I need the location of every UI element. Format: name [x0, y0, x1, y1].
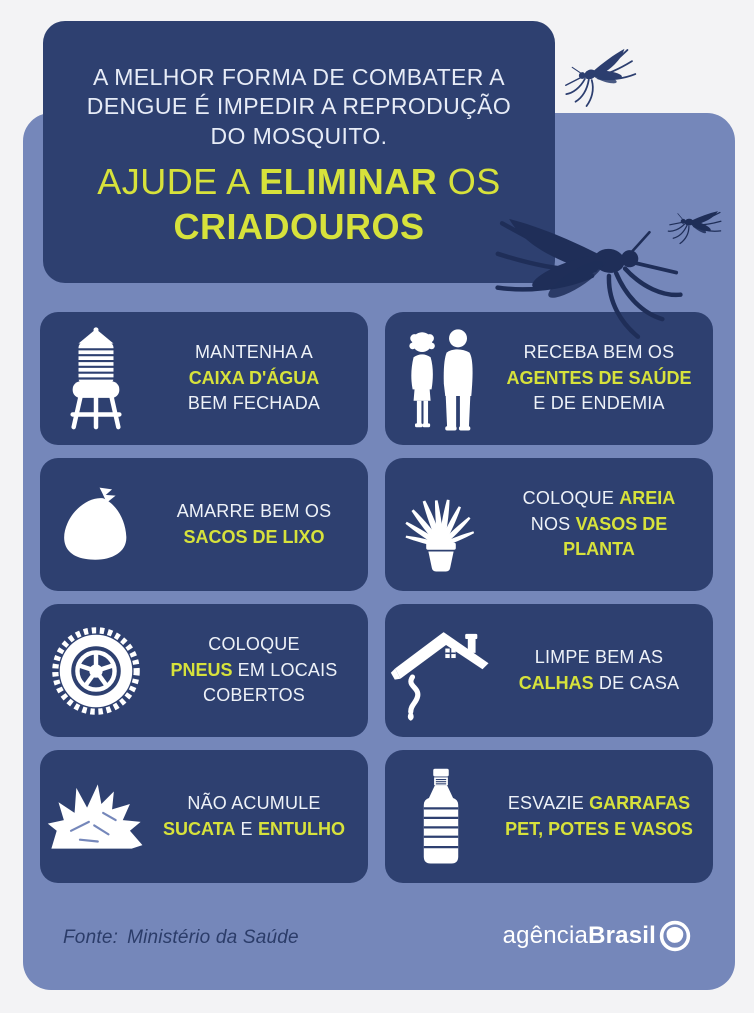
tip-card-caixa-dagua [40, 312, 368, 445]
tip-text: COLOQUE PNEUS EM LOCAIS COBERTOS [170, 634, 338, 706]
headline-text: AJUDE A ELIMINAR OS CRIADOUROS [97, 161, 501, 247]
tip-card-sucata-entulho [40, 750, 368, 883]
brand-text-bold: Brasil [588, 922, 656, 949]
brand-text-normal: agência [502, 922, 589, 949]
intro-text: A MELHOR FORMA DE COMBATER A DENGUE É IMPEDIR A REPRODUÇÃO DO MOSQUITO. [86, 63, 512, 150]
tip-card-pneus [40, 604, 368, 737]
tip-text: RECEBA BEM OS AGENTES DE SAÚDE E DE ENDEMIA [506, 342, 692, 414]
tip-text: COLOQUE AREIA NOS VASOS DE PLANTA [522, 488, 676, 560]
trash-bag-icon [40, 484, 152, 566]
source-label: Fonte: [63, 927, 119, 948]
mosquito-icon [559, 39, 655, 117]
mosquito-icon [665, 200, 735, 256]
plant-pot-icon [385, 474, 497, 575]
tip-text: LIMPE BEM AS CALHAS DE CASA [518, 646, 680, 693]
tip-text: NÃO ACUMULE SUCATA E ENTULHO [163, 792, 345, 839]
tip-card-sacos-de-lixo [40, 458, 368, 591]
roof-gutter-icon [385, 620, 497, 722]
brand-logo [503, 919, 692, 953]
tire-icon [40, 625, 152, 717]
source-value: Ministério da Saúde [127, 927, 299, 948]
tip-card-garrafas-pet [385, 750, 713, 883]
tip-text: ESVAZIE GARRAFAS PET, POTES E VASOS [505, 792, 693, 839]
tip-text: AMARRE BEM OS SACOS DE LIXO [176, 500, 332, 547]
source-note [63, 927, 299, 949]
tip-card-vasos-de-planta [385, 458, 713, 591]
mosquito-icon [450, 185, 690, 375]
tips-grid [40, 312, 713, 883]
agencia-brasil-logo-icon [658, 919, 692, 953]
junk-pile-icon [40, 777, 152, 856]
tip-text: MANTENHA A CAIXA D'ÁGUA BEM FECHADA [187, 342, 321, 414]
water-tower-icon [40, 327, 152, 430]
tip-card-calhas [385, 604, 713, 737]
pet-bottle-icon [385, 767, 497, 867]
